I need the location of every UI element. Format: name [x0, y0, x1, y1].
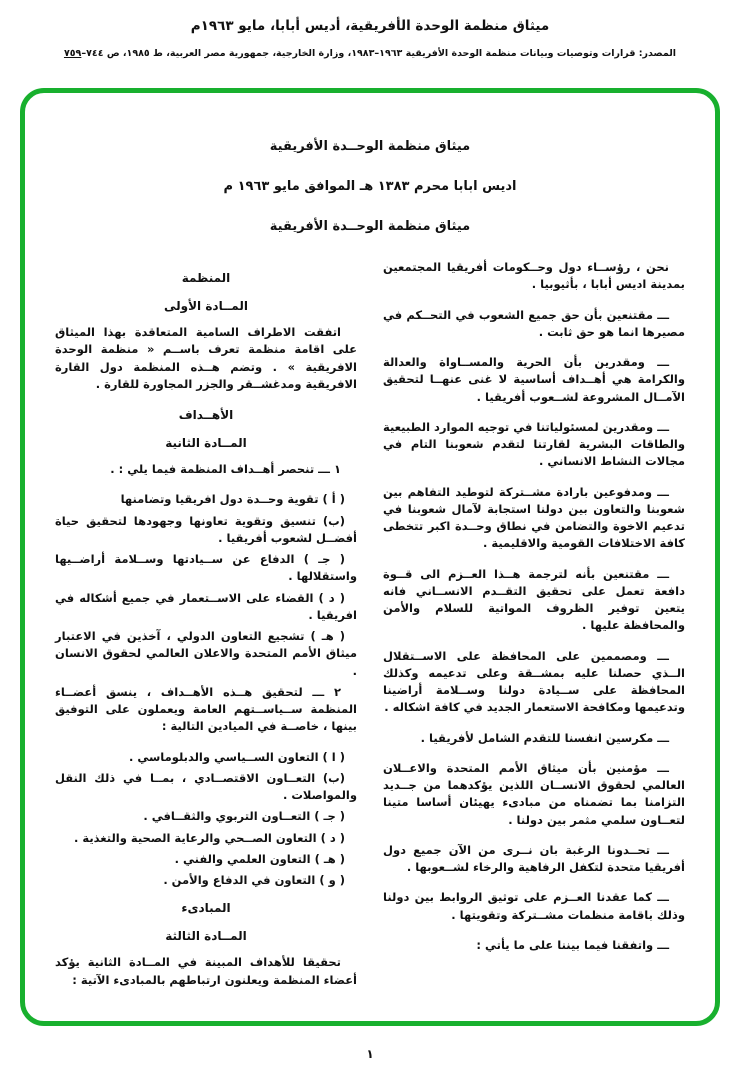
preamble-paragraph: ـــ ومقدرين لمسئولياتنا في توجيه الموارد الطبيعية والطاقات البشرية لقارتنا لتقدم شعوبنا التام في مجالات النشاط الانساني . [383, 419, 685, 469]
preamble-paragraph: ـــ واتفقنا فيما بيننا على ما يأتي : [476, 937, 669, 952]
source-line [0, 48, 740, 59]
preamble-paragraph: ـــ ومصممين على المحافظة على الاســتقلال الــذي حصلنا عليه بمشــقة وعلى تدعيمه وكذلك المحافظة على ســيادة دولنا وســلامة أراضينا وتدعيمها ومكافحة الاستعمار الجديد في كافة اشكاله . [383, 648, 685, 715]
article-block: ( د ) التعاون الصــحي والرعاية الصحية والتغذية . [73, 830, 345, 845]
page-header [0, 0, 740, 59]
article-block: ( هـ ) التعاون العلمي والفني . [174, 851, 345, 866]
preamble-paragraph: ـــ مقتنعين بأن حق جميع الشعوب في التحــكم في مصيرها انما هو حق ثابت . [383, 307, 685, 339]
article-block: المــادة الأولى [164, 299, 248, 313]
article-block: ( أ ) تقوية وحــدة دول افريقيا وتضامنها [120, 492, 345, 507]
article-block: ( و ) التعاون في الدفاع والأمن . [163, 873, 345, 887]
charter-title: ميثاق منظمة الوحــدة الأفريقية [269, 139, 471, 154]
article-block: (ب) التعــاون الاقتصــادي ، بمــا في ذلك النقل والمواصلات . [55, 770, 357, 802]
article-block: تحقيقا للأهداف المبينة في المــادة الثانية يؤكد أعضاء المنظمة ويعلنون ارتباطهم بالمبادىء الآتية : [55, 955, 357, 987]
preamble-paragraph: ـــ مؤمنين بأن ميثاق الأمم المتحدة والاعــلان العالمي لحقوق الانســان اللذين يؤكدهما من جــديد التزامنا بما تضمناه من مبادىء يهيئان أساسا متينا لتعــاون سلمي مثمر بين دولنا . [383, 760, 685, 827]
article-block: ١ ـــ تنحصر أهــداف المنظمة فيما يلي : . [110, 462, 341, 476]
article-block: اتفقت الاطراف السامية المتعاقدة بهذا الميثاق على اقامة منظمة تعرف باســم « منظمة الوحدة الافريقية » . وتضم هــذه المنظمة دول القارة الافريقية ومدغشــقر والجزر المجاورة للقارة . [55, 325, 357, 391]
two-column-text [55, 259, 685, 1002]
source-page-range-underlined: ٧٥٩ [63, 48, 82, 59]
article-block: الأهــداف [178, 408, 234, 422]
preamble-paragraph: ـــ مقتنعين بأنه لترجمة هــذا العــزم الى قــوة دافعة تعمل على تحقيق التقــدم الانســاني فانه يتعين توفير الظروف المواتية للسلام والأمن والمحافظة عليها . [383, 566, 685, 633]
article-block: ( هـ ) تشجيع التعاون الدولي ، آخذين في الاعتبار ميثاق الأمم المتحدة والاعلان العالمي لحقوق الانسان . [55, 629, 357, 678]
preamble-paragraph: نحن ، رؤســاء دول وحــكومات أفريقيا المجتمعين بمدينة اديس أبابا ، بأثيوبيا . [383, 260, 685, 292]
charter-date-line: اديس ابابا محرم ١٣٨٣ هـ الموافق مايو ١٩٦٣ م [223, 179, 517, 194]
article-block: ( د ) القضاء على الاســتعمار في جميع أشكاله في افريقيا . [55, 590, 357, 622]
preamble-paragraph: ـــ ومدفوعين بارادة مشــتركة لتوطيد التفاهم بين شعوبنا والتعاون بين دولنا استجابة لآمال شعوبنا في تدعيم الاخوة والتضامن في نطاق وحــدة اكبر تتخطى كافة الاختلافات القومية والاقليمية . [383, 484, 685, 551]
articles-column [55, 259, 357, 1002]
preamble-paragraph: ـــ ومقدرين بأن الحرية والمســاواة والعدالة والكرامة هي أهــداف أساسية لا غنى عنهــا لتحقيق الآمــال المشروعة لشــعوب أفريقيا . [383, 355, 685, 404]
charter-document-frame [20, 88, 720, 1026]
article-block: المبادىء [181, 901, 231, 916]
page-title: ميثاق منظمة الوحدة الأفريقية، أديس أبابا، مايو ١٩٦٣م [190, 18, 550, 34]
article-block: ( جـ ) التعــاون التربوي والثقــافي . [143, 809, 345, 824]
source-text: المصدر: قرارات وتوصيات وبيانات منظمة الوحدة الأفريقية ١٩٦٣–١٩٨٣، وزارة الخارجية، جمهورية مصر العربية، ط ١٩٨٥، ص ٧٤٤– [81, 48, 677, 59]
article-block: ( ا ) التعاون الســياسي والدبلوماسي . [128, 749, 345, 764]
preamble-paragraph: ـــ تحــدونا الرغبة بان نــرى من الآن جميع دول أفريقيا متحدة لتكفل الرفاهية والرخاء لشــعوبها . [383, 842, 685, 874]
article-block: ٢ ـــ لتحقيق هــذه الأهــداف ، ينسق أعضــاء المنظمة ســياســتهم العامة ويعملون على التوفيق بينها ، خاصــة في الميادين التالية : [55, 684, 357, 734]
article-block: المنظمة [181, 271, 231, 285]
preamble-paragraph: ـــ مكرسين انفسنا للتقدم الشامل لأفريقيا . [420, 730, 669, 745]
article-block: ( جـ ) الدفاع عن ســيادتها وســلامة أراضــيها واستقلالها . [55, 552, 357, 584]
page-number: ١ [366, 1047, 374, 1061]
preamble-column [383, 259, 685, 1002]
preamble-paragraph: ـــ كما عقدنا العــزم على توثيق الروابط بين دولنا وذلك باقامة منظمات مشــتركة وتقويتها . [383, 890, 685, 922]
charter-title-repeat: ميثاق منظمة الوحــدة الأفريقية [269, 219, 471, 234]
article-block: المــادة الثانية [165, 436, 247, 450]
article-block: (ب) تنسيق وتقوية تعاونها وجهودها لتحقيق حياة أفضــل لشعوب أفريقيا . [55, 513, 357, 545]
article-block: المــادة الثالثة [165, 929, 247, 944]
